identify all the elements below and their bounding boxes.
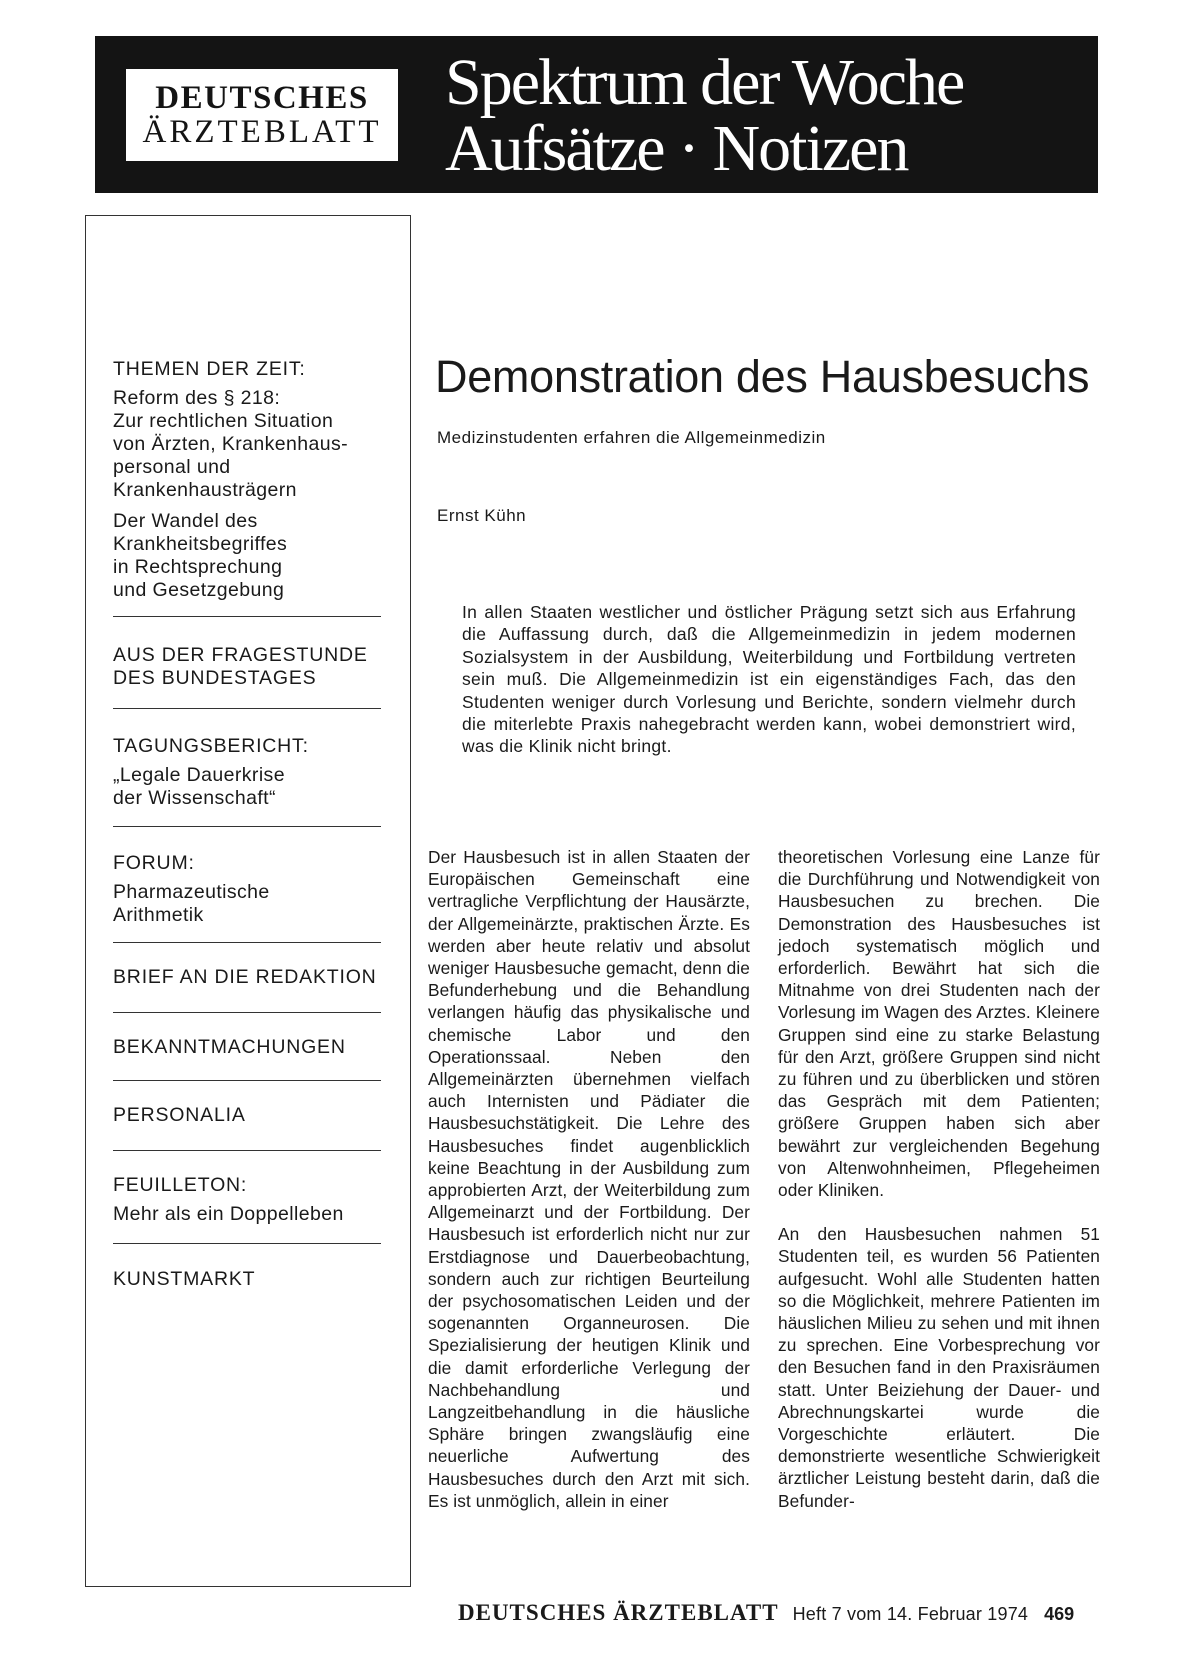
toc-heading: BEKANNTMACHUNGEN xyxy=(113,1036,346,1058)
toc-heading: FORUM: xyxy=(113,852,195,874)
contents-sidebar xyxy=(85,215,411,1587)
divider xyxy=(113,1150,381,1151)
article-column-right xyxy=(778,846,1100,1512)
section-title-line-1: Spektrum der Woche xyxy=(445,46,964,119)
footer-journal: DEUTSCHES ÄRZTEBLATT xyxy=(458,1600,779,1625)
divider xyxy=(113,616,381,617)
toc-section-fragestunde[interactable]: AUS DER FRAGESTUNDE DES BUNDESTAGES xyxy=(113,644,368,689)
article-author: Ernst Kühn xyxy=(437,506,527,525)
footer-issue: Heft 7 vom 14. Februar 1974 xyxy=(792,1604,1029,1624)
toc-item[interactable]: Reform des § 218: Zur rechtlichen Situation von Ärzten, Krankenhaus- personal und Krankenhausträgern xyxy=(113,387,349,501)
toc-section-bekanntmachungen[interactable] xyxy=(113,1036,383,1059)
article-column-left xyxy=(428,846,750,1512)
toc-section-forum[interactable] xyxy=(113,852,383,927)
divider xyxy=(113,826,381,827)
divider xyxy=(113,1080,381,1081)
toc-section-themen[interactable] xyxy=(113,358,383,602)
divider xyxy=(113,1012,381,1013)
toc-heading: BRIEF AN DIE REDAKTION xyxy=(113,966,377,988)
toc-heading: TAGUNGSBERICHT: xyxy=(113,735,309,757)
article-lead: In allen Staaten westlicher und östlicher Prägung setzt sich aus Erfahrung die Auffassung durch, daß die Allgemeinmedizin in jedem modernen Sozialsystem in der Ausbildung, Weiterbildung und Fortbildung vertreten sein muß. Die Allgemeinmedizin ist ein eigenständiges Fach, das den Studenten weniger durch Vorlesung und Berichte, sondern vielmehr durch die miterlebte Praxis nahegebracht werden kann, wobei demonstriert wird, was die Klinik nicht bringt. xyxy=(462,602,1076,757)
toc-section-personalia[interactable] xyxy=(113,1104,383,1127)
toc-heading: THEMEN DER ZEIT: xyxy=(113,358,306,380)
masthead xyxy=(95,36,1098,193)
body-paragraph: theoretischen Vorlesung eine Lanze für die Durchführung und Notwendigkeit von Hausbesuchen zu brechen. Die Demonstration des Hausbesuches ist jedoch systematisch möglich und erforderlich. Bewährt hat sich die Mitnahme von drei Studenten nach der Vorlesung im Wagen des Arztes. Kleinere Gruppen sind eine zu starke Belastung für den Arzt, größere Gruppen sind nicht zu führen und zu überblicken und stören das Gespräch mit dem Patienten; größere Gruppen haben sich aber bewährt zur vergleichenden Begehung von Altenwohnheimen, Pflegeheimen oder Kliniken. xyxy=(778,847,1100,1201)
body-paragraph: An den Hausbesuchen nahmen 51 Studenten teil, es wurden 56 Patienten aufgesucht. Wohl alle Studenten hatten so die Möglichkeit, mehrere Patienten im häuslichen Milieu zu sehen und mit ihnen zu sprechen. Eine Vorbesprechung vor den Besuchen fand in den Praxisräumen statt. Unter Beiziehung der Dauer- und Abrechnungskartei wurde die Vorgeschichte erläutert. Die demonstrierte wesentliche Schwierigkeit ärztlicher Leistung besteht darin, daß die Befunder- xyxy=(778,1224,1100,1511)
divider xyxy=(113,1243,381,1244)
journal-logo xyxy=(123,66,401,164)
page-footer xyxy=(458,1600,1074,1626)
section-title xyxy=(445,46,964,185)
toc-section-kunstmarkt[interactable] xyxy=(113,1268,383,1291)
toc-heading: PERSONALIA xyxy=(113,1104,246,1126)
toc-section-feuilleton[interactable] xyxy=(113,1174,383,1226)
toc-heading: KUNSTMARKT xyxy=(113,1268,256,1290)
body-paragraph: Der Hausbesuch ist in allen Staaten der Europäischen Gemeinschaft eine vertragliche Verpflichtung der Hausärzte, der Allgemeinärzte, praktischen Ärzte. Es werden aber heute relativ und absolut weniger Hausbesuche gemacht, denn die Befunderhebung und die Behandlung verlangen häufig das physikalische und chemische Labor und den Operationssaal. Neben den Allgemeinärzten übernehmen vielfach auch Internisten und Pädiater die Hausbesuchstätigkeit. Die Lehre des Hausbesuches findet augenblicklich keine Beachtung in der Ausbildung zum approbierten Arzt, der Weiterbildung zum Allgemeinarzt und der Fortbildung. Der Hausbesuch ist erforderlich nicht nur zur Erstdiagnose und Dauerbeobachtung, sondern auch zur richtigen Beurteilung der psychosomatischen Leiden und der sogenannten Organneurosen. Die Spezialisierung der heutigen Klinik und die damit erforderliche Verlegung der Nachbehandlung und Langzeitbehandlung in die häusliche Sphäre bringen zwangsläufig eine neuerliche Aufwertung des Hausbesuches durch den Arzt mit sich. Es ist unmöglich, allein in einer xyxy=(428,847,750,1511)
page-number: 469 xyxy=(1044,1604,1075,1624)
divider xyxy=(113,942,381,943)
logo-line-1: DEUTSCHES xyxy=(155,80,369,116)
toc-section-brief[interactable] xyxy=(113,966,383,989)
section-title-line-2: Aufsätze · Notizen xyxy=(445,112,908,185)
toc-section-tagungsbericht[interactable] xyxy=(113,735,383,810)
toc-item[interactable]: Der Wandel des Krankheitsbegriffes in Rechtsprechung und Gesetzgebung xyxy=(113,510,288,601)
article-title: Demonstration des Hausbesuchs xyxy=(435,351,1090,402)
toc-item[interactable]: Mehr als ein Doppelleben xyxy=(113,1203,344,1225)
logo-line-2: ÄRZTEBLATT xyxy=(142,114,382,150)
divider xyxy=(113,708,381,709)
article-subtitle: Medizinstudenten erfahren die Allgemeinmedizin xyxy=(437,428,826,447)
toc-heading: FEUILLETON: xyxy=(113,1174,248,1196)
toc-item[interactable]: „Legale Dauerkrise der Wissenschaft“ xyxy=(113,764,285,809)
toc-item[interactable]: Pharmazeutische Arithmetik xyxy=(113,881,270,926)
